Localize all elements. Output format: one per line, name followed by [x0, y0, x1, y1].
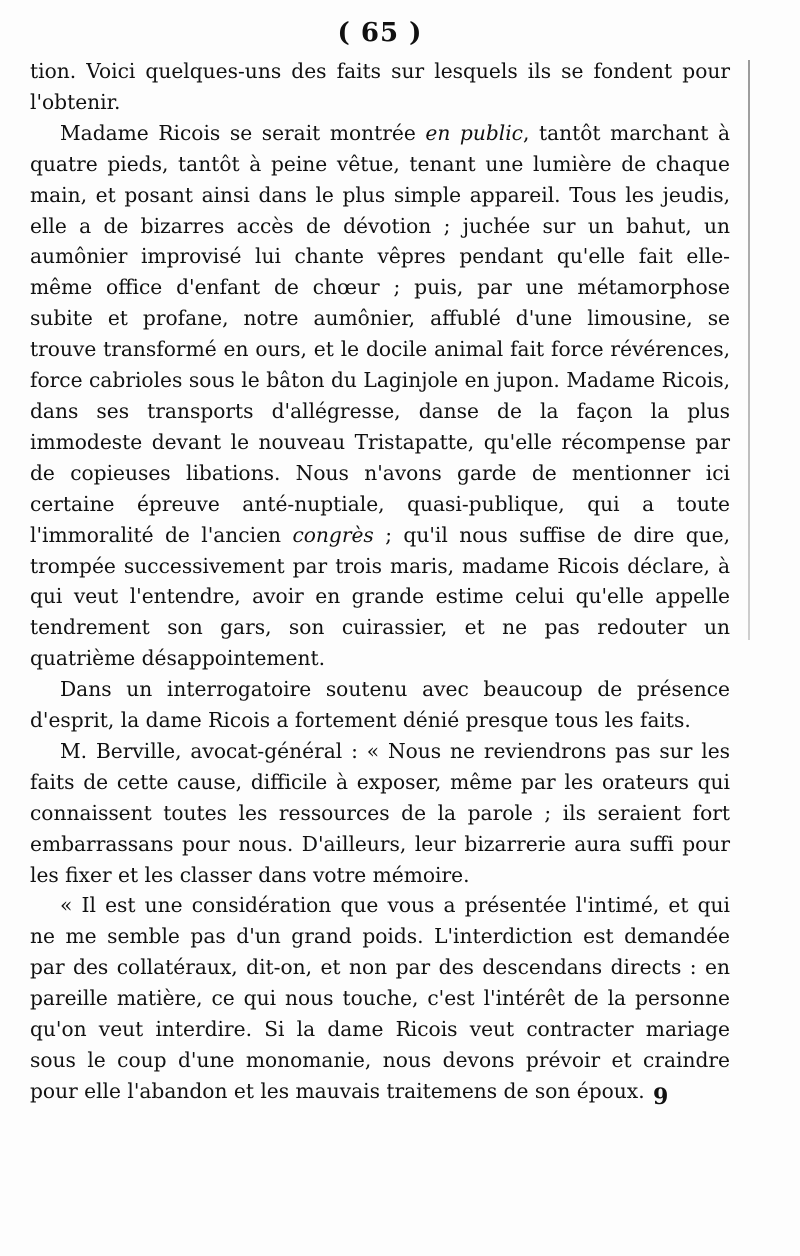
emphasis-congres: congrès — [292, 522, 374, 547]
paragraph-2-text-b: , tantôt marchant à quatre pieds, tantôt à peine vêtue, tenant une lumière de chaque main, et posant ainsi dans le plus simple appareil. Tous les jeudis, elle a de bizarres accès de dévotion ; juchée sur un bahut, un aumônier improvisé lui chante vêpres pendant qu'elle fait elle-même office d'enfant de chœur ; puis, par une métamorphose subite et profane, notre aumônier, affublé d'une limousine, se trouve transformé en ours, et le docile animal fait force révérences, force cabrioles sous le bâton du Laginjole en jupon. Madame Ricois, dans ses transports d'allégresse, danse de la façon la plus immodeste devant le nouveau Tristapatte, qu'elle récompense par de copieuses libations. Nous n'avons garde de mentionner ici certaine épreuve anté-nuptiale, quasi-publique, qui a toute l'immoralité de l'ancien — [30, 120, 730, 547]
signature-mark: 9 — [653, 1084, 669, 1110]
paragraph-5: « Il est une considération que vous a présentée l'intimé, et qui ne me semble pas d'un grand poids. L'interdiction est demandée par des collatéraux, dit-on, et non par des descendans directs : en pareille matière, ce qui nous touche, c'est l'intérêt de la personne qu'on veut interdire. Si la dame Ricois veut contracter mariage sous le coup d'une monomanie, nous devons prévoir et craindre pour elle l'abandon et les mauvais traitemens de son époux. — [30, 893, 730, 1103]
paragraph-3: Dans un interrogatoire soutenu avec beaucoup de présence d'esprit, la dame Ricois a fortement dénié presque tous les faits. — [30, 677, 730, 733]
paragraph-1: tion. Voici quelques-uns des faits sur lesquels ils se fondent pour l'obtenir. — [30, 59, 730, 114]
paragraph-4: M. Berville, avocat-général : « Nous ne reviendrons pas sur les faits de cette cause, difficile à exposer, même par les orateurs qui connaissent toutes les ressources de la parole ; ils seraient fort embarrassans pour nous. D'ailleurs, leur bizarrerie aura suffi pour les fixer et les classer dans votre mémoire. — [30, 738, 730, 887]
page-number: ( 65 ) — [337, 18, 423, 48]
paragraph-2-text-a: Madame Ricois se serait montrée — [60, 120, 426, 145]
emphasis-en-public: en public — [425, 120, 523, 145]
paragraph-2-text-c: ; qu'il nous suffise de dire que, trompée successivement par trois maris, madame Ricois déclare, à qui veut l'entendre, avoir en grande estime celui qu'elle appelle tendrement son gars, son cuirassier, et ne pas redouter un quatrième désappointement. — [30, 522, 730, 671]
paragraph-2 — [30, 118, 730, 674]
page-edge-line — [748, 60, 750, 640]
body-text — [30, 56, 730, 1107]
